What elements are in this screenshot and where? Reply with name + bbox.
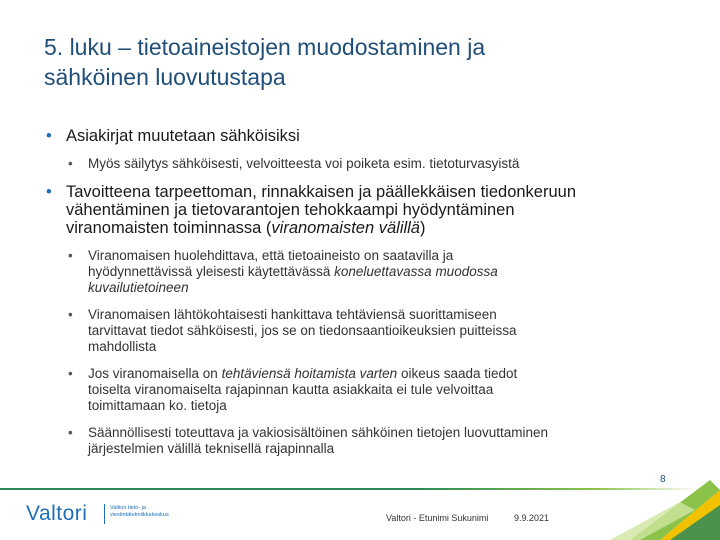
- bullet-line: Tavoitteena tarpeettoman, rinnakkaisen ja päällekkäisen tiedonkeruun: [66, 183, 576, 201]
- logo-divider: [104, 504, 105, 524]
- logo-tagline: [110, 505, 200, 519]
- tagline-line: Valtion tieto- ja: [110, 505, 146, 511]
- sub-bullet-icon: •: [68, 366, 73, 381]
- sub-bullet-text: [88, 366, 668, 414]
- sub-bullet-icon: •: [68, 156, 73, 171]
- emphasis-text: tehtäviensä hoitamista varten: [221, 366, 398, 381]
- sub-bullet-line: Viranomaisen huolehdittava, että tietoaineisto on saatavilla ja: [88, 248, 454, 263]
- sub-bullet-line: [88, 366, 668, 382]
- sub-bullet-text: Myös säilytys sähköisesti, velvoitteesta voi poiketa esim. tietoturvasyistä: [88, 156, 520, 171]
- text-segment: viranomaisten toiminnassa (: [66, 219, 272, 237]
- emphasis-text: koneluettavassa muodossa: [334, 264, 498, 279]
- sub-bullet-line: [88, 264, 668, 280]
- sub-bullet-icon: •: [68, 248, 73, 263]
- sub-bullet-text: [88, 425, 668, 457]
- bullet-icon: •: [46, 183, 52, 201]
- emphasis-text: viranomaisten välillä: [271, 219, 420, 237]
- footer-presenter: Valtori - Etunimi Sukunimi: [386, 513, 489, 523]
- tagline-line: viestintätekniikkakeskus: [110, 512, 169, 518]
- text-segment: ): [420, 219, 426, 237]
- bullet-line: [66, 219, 666, 237]
- title-line-2: sähköinen luovutustapa: [44, 64, 286, 90]
- bullet-line: vähentäminen ja tietovarantojen tehokkaampi hyödyntäminen: [66, 201, 515, 219]
- emphasis-text: kuvailutietoineen: [88, 280, 189, 295]
- sub-bullet-line: tarvittavat tiedot sähköisesti, jos se on tiedonsaantioikeuksien puitteissa: [88, 323, 517, 338]
- footer-divider: [0, 488, 700, 490]
- sub-bullet-line: Viranomaisen lähtökohtaisesti hankittava tehtäviensä suorittamiseen: [88, 307, 497, 322]
- valtori-logo: Valtori: [26, 502, 88, 525]
- page-title: [44, 32, 684, 92]
- text-segment: oikeus saada tiedot: [397, 366, 518, 381]
- title-line-1: 5. luku – tietoaineistojen muodostaminen ja: [44, 34, 486, 60]
- footer-date: 9.9.2021: [514, 513, 550, 523]
- corner-decoration-icon: [600, 450, 720, 540]
- sub-bullet-icon: •: [68, 307, 73, 322]
- bullet-text: [66, 183, 666, 237]
- page-number: 8: [660, 474, 666, 485]
- sub-bullet-line: mahdollista: [88, 339, 157, 354]
- sub-bullet-line: toiselta viranomaiselta rajapinnan kautta asiakkaita ei tule velvoittaa: [88, 382, 494, 397]
- bullet-icon: •: [46, 127, 52, 145]
- sub-bullet-line: Säännöllisesti toteuttava ja vakiosisältöinen sähköinen tietojen luovuttaminen: [88, 425, 549, 440]
- sub-bullet-text: [88, 248, 668, 296]
- sub-bullet-line: toimittamaan ko. tietoja: [88, 398, 227, 413]
- sub-bullet-line: järjestelmien välillä teknisellä rajapinnalla: [88, 441, 335, 456]
- sub-bullet-text: [88, 307, 668, 355]
- text-segment: hyödynnettävissä yleisesti käytettävässä: [88, 264, 335, 279]
- bullet-text: Asiakirjat muutetaan sähköisiksi: [66, 127, 300, 145]
- sub-bullet-icon: •: [68, 425, 73, 440]
- text-segment: Jos viranomaisella on: [88, 366, 222, 381]
- sub-bullet-line: [88, 280, 668, 296]
